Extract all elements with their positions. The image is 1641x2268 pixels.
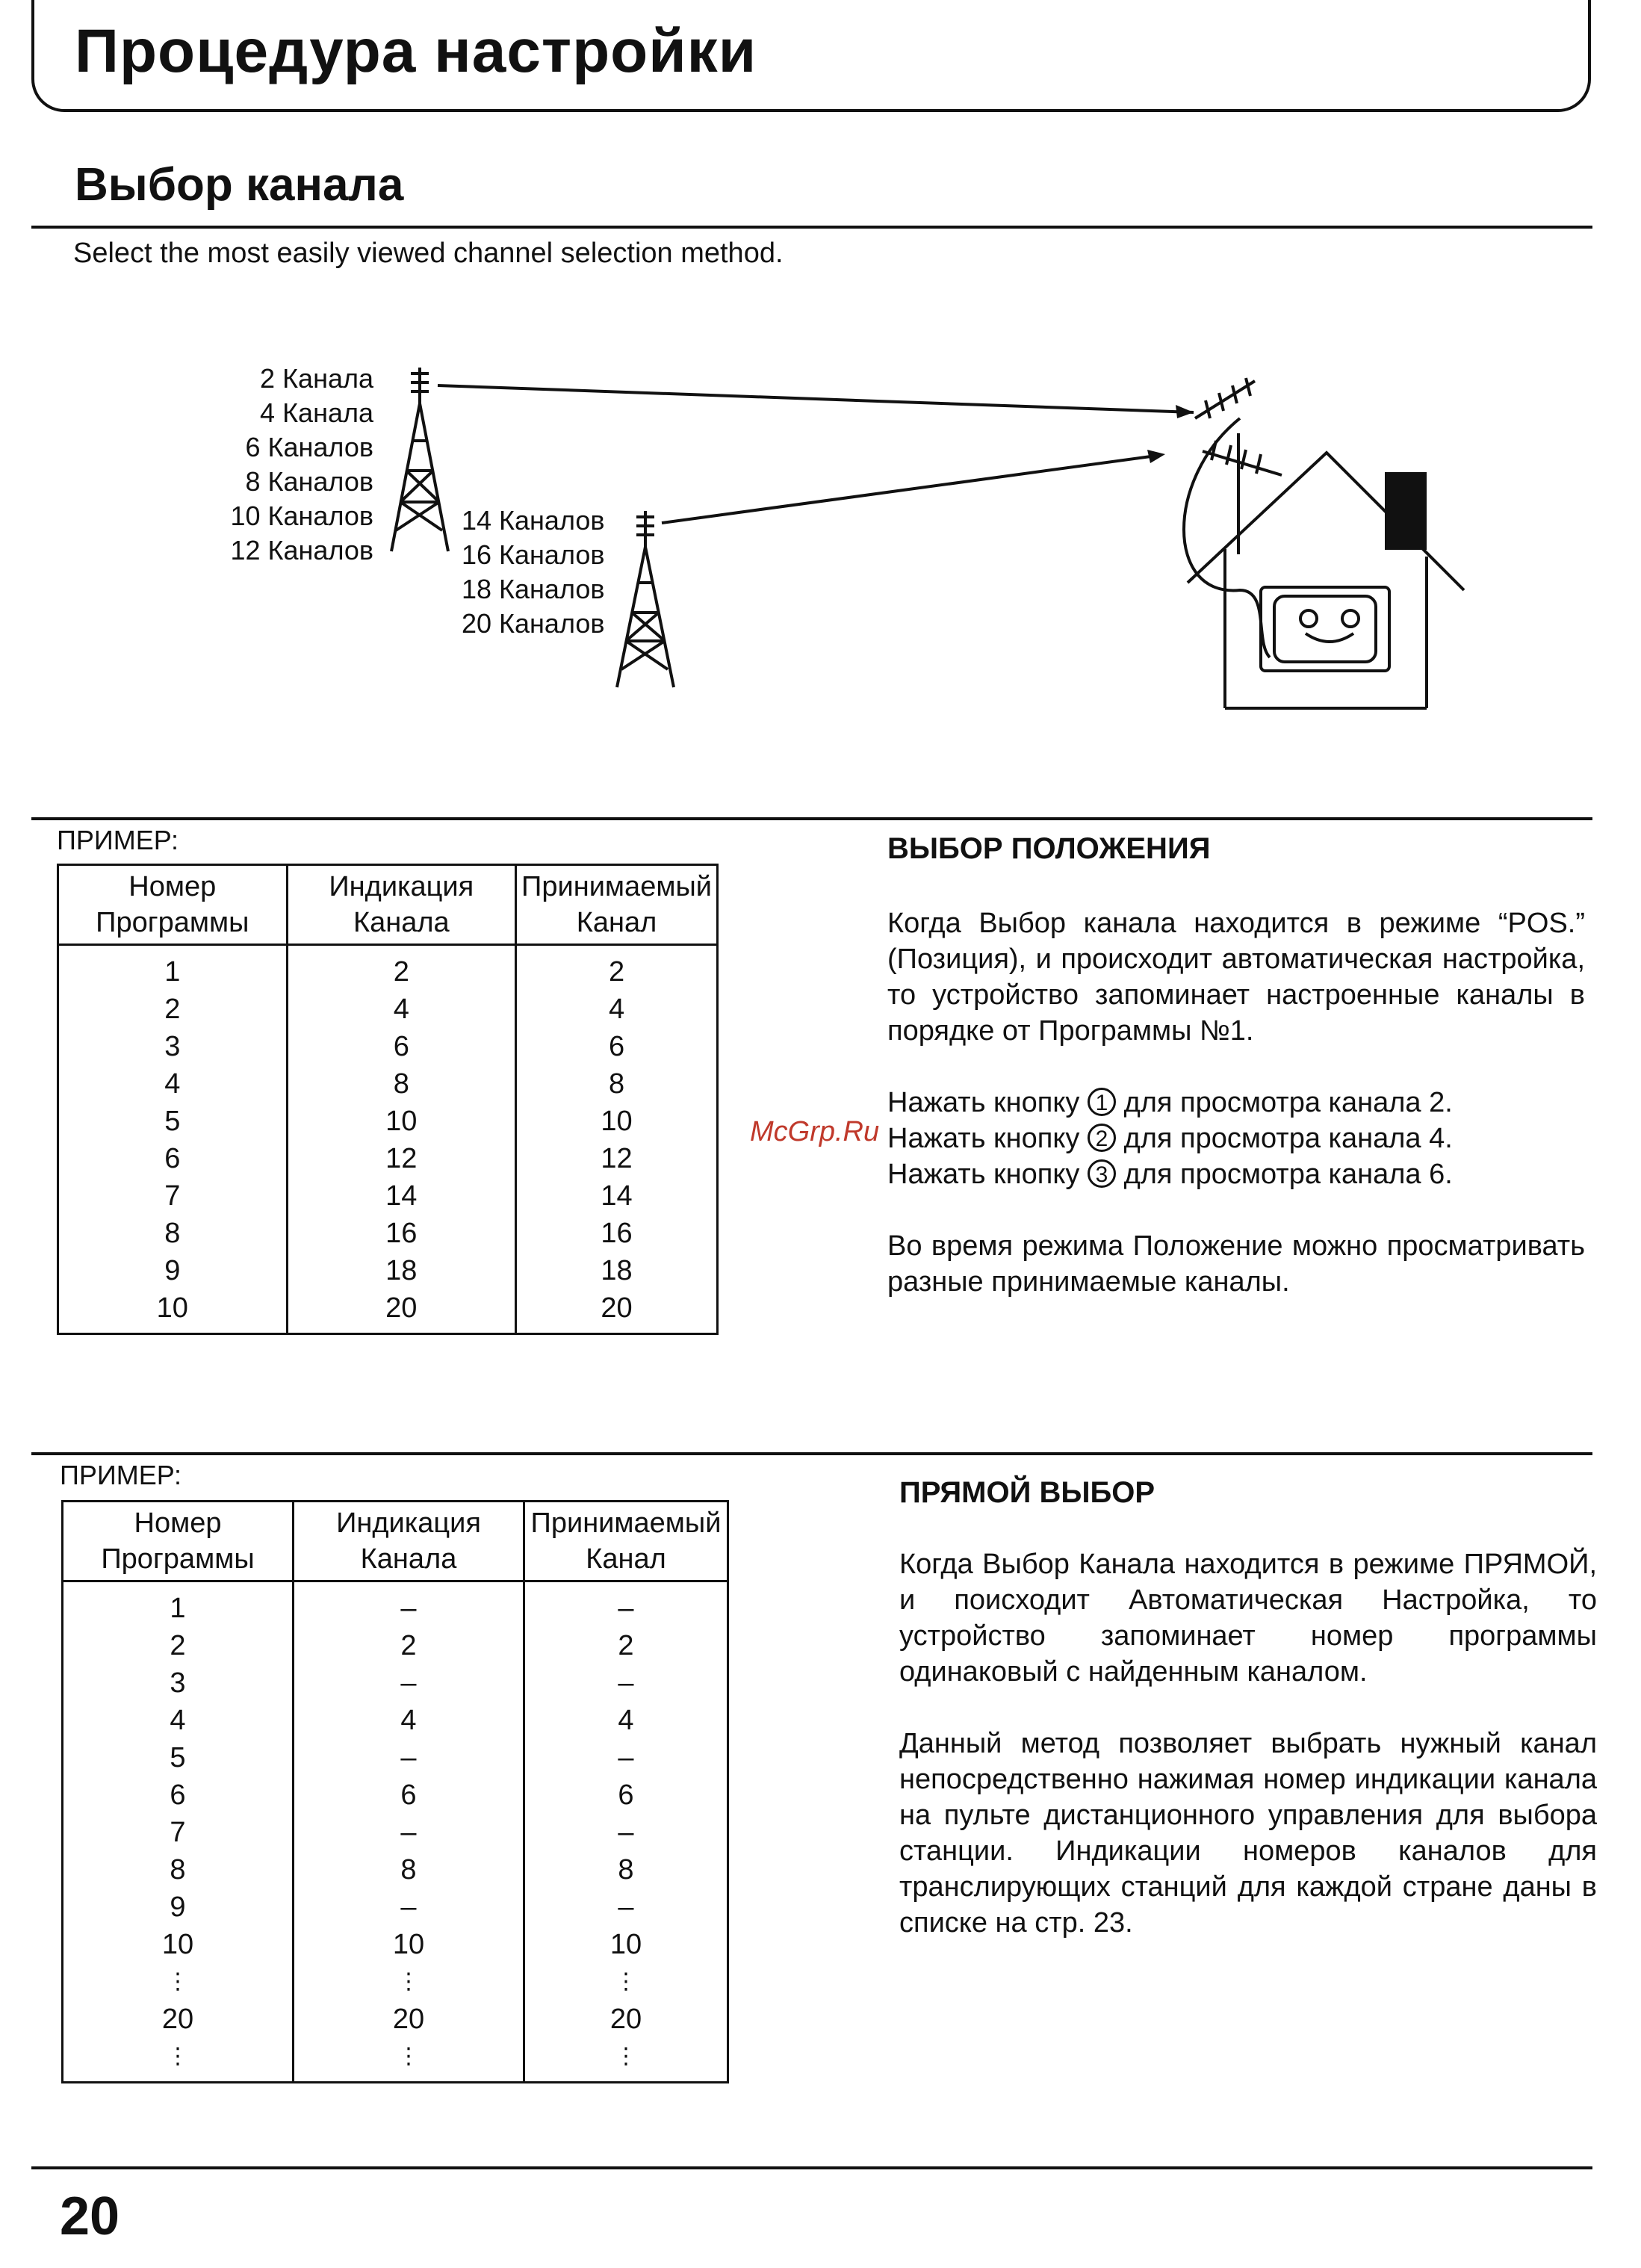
page-title: Процедура настройки (75, 17, 757, 85)
table-row: 9 18 18 (58, 1252, 718, 1289)
tower2-channel: 18 Каналов (462, 574, 605, 604)
table-row: 1 – – (63, 1581, 728, 1628)
direct-example-table (61, 1500, 729, 2083)
broadcast-diagram (0, 344, 1641, 732)
tower1-channel: 6 Каналов (245, 432, 373, 462)
table-row: 8 16 16 (58, 1215, 718, 1252)
table-header: Номер Программы (58, 865, 288, 945)
table-row: 6 6 6 (63, 1776, 728, 1814)
example-label: ПРИМЕР: (57, 825, 179, 855)
example-label: ПРИМЕР: (60, 1460, 182, 1490)
tower1-channel: 12 Каналов (230, 535, 373, 566)
antenna-icon (1184, 378, 1282, 657)
section-title: Выбор канала (75, 159, 404, 211)
watermark: McGrp.Ru (750, 1116, 880, 1147)
table-header: Принимаемый Канал (524, 1502, 728, 1581)
table-row: 4 4 4 (63, 1702, 728, 1739)
table-row: 3 – – (63, 1664, 728, 1702)
divider-rule (31, 1452, 1592, 1455)
transmission-tower-icon (391, 368, 448, 551)
table-row: 9 – – (63, 1889, 728, 1926)
table-row: 6 12 12 (58, 1140, 718, 1177)
ellipsis-row: ⋮ ⋮ ⋮ (63, 2038, 728, 2083)
direct-heading: ПРЯМОЙ ВЫБОР (899, 1476, 1155, 1509)
footer-rule (31, 2166, 1592, 2169)
tower1-channel: 2 Канала (260, 363, 373, 394)
signal-arrow (438, 385, 1194, 412)
arrowhead (1176, 405, 1194, 418)
tower2-channel: 20 Каналов (462, 608, 605, 639)
pos-example-table (57, 864, 719, 1335)
table-row: 7 14 14 (58, 1177, 718, 1215)
page-number: 20 (60, 2187, 120, 2246)
table-row: 1 2 2 (58, 945, 718, 991)
table-row: 3 6 6 (58, 1028, 718, 1065)
tower2-channel: 16 Каналов (462, 539, 605, 570)
button-3-icon: 3 (1088, 1159, 1116, 1188)
table-row: 10 10 10 (63, 1926, 728, 1963)
direct-paragraph: Когда Выбор Канала находится в режиме ПРЯМОЙ, и поисходит Автоматическая Настройка, то устройство запоминает номер программы одинаковый с найденным каналом. (899, 1549, 1597, 1688)
divider-rule (31, 817, 1592, 820)
ellipsis-row: ⋮ ⋮ ⋮ (63, 1963, 728, 2001)
pos-description (887, 905, 1585, 1336)
direct-paragraph: Данный метод позволяет выбрать нужный канал непосредственно нажимая номер индикации канала на пульте дистанционного управления для выбора станции. Индикации номеров каналов для транслирующих станций для каждой стране даны в списке на стр. 23. (899, 1728, 1597, 1939)
pos-paragraph: Когда Выбор канала находится в режиме “POS.” (Позиция), и происходит автоматическая настройка, то устройство запоминает настроенные каналы в порядке от Программы №1. (887, 908, 1585, 1047)
intro-text: Select the most easily viewed channel selection method. (73, 238, 784, 269)
tower2-channel: 14 Каналов (462, 505, 605, 536)
table-row: 2 2 2 (63, 1627, 728, 1664)
pos-paragraph: Во время режима Положение можно просматривать разные принимаемые каналы. (887, 1230, 1585, 1298)
section-rule (31, 226, 1592, 229)
table-header: Индикация Канала (287, 865, 516, 945)
table-header: Номер Программы (63, 1502, 294, 1581)
tower1-channel: 10 Каналов (230, 501, 373, 531)
button-1-icon: 1 (1088, 1088, 1116, 1116)
transmission-tower-icon (617, 511, 674, 687)
tv-icon (1261, 587, 1389, 671)
signal-arrow (662, 456, 1156, 523)
table-row: 5 10 10 (58, 1103, 718, 1140)
table-row: 5 – – (63, 1739, 728, 1776)
tower1-channel: 4 Канала (260, 397, 373, 428)
table-row: 10 20 20 (58, 1289, 718, 1334)
table-header: Индикация Канала (294, 1502, 524, 1581)
table-row: 2 4 4 (58, 991, 718, 1028)
table-row: 8 8 8 (63, 1851, 728, 1889)
direct-description (899, 1546, 1597, 1977)
press-instructions: Нажать кнопку 1 для просмотра канала 2. Нажать кнопку 2 для просмотра канала 4. Нажать кнопку 3 для просмотра канала 6. (887, 1087, 1453, 1190)
tower1-channel: 8 Каналов (245, 466, 373, 497)
button-2-icon: 2 (1088, 1124, 1116, 1152)
table-row: 4 8 8 (58, 1065, 718, 1103)
arrowhead (1147, 450, 1165, 463)
table-header: Принимаемый Канал (516, 865, 718, 945)
pos-heading: ВЫБОР ПОЛОЖЕНИЯ (887, 832, 1211, 865)
table-row: 20 20 20 (63, 2001, 728, 2038)
table-row: 7 – – (63, 1814, 728, 1851)
